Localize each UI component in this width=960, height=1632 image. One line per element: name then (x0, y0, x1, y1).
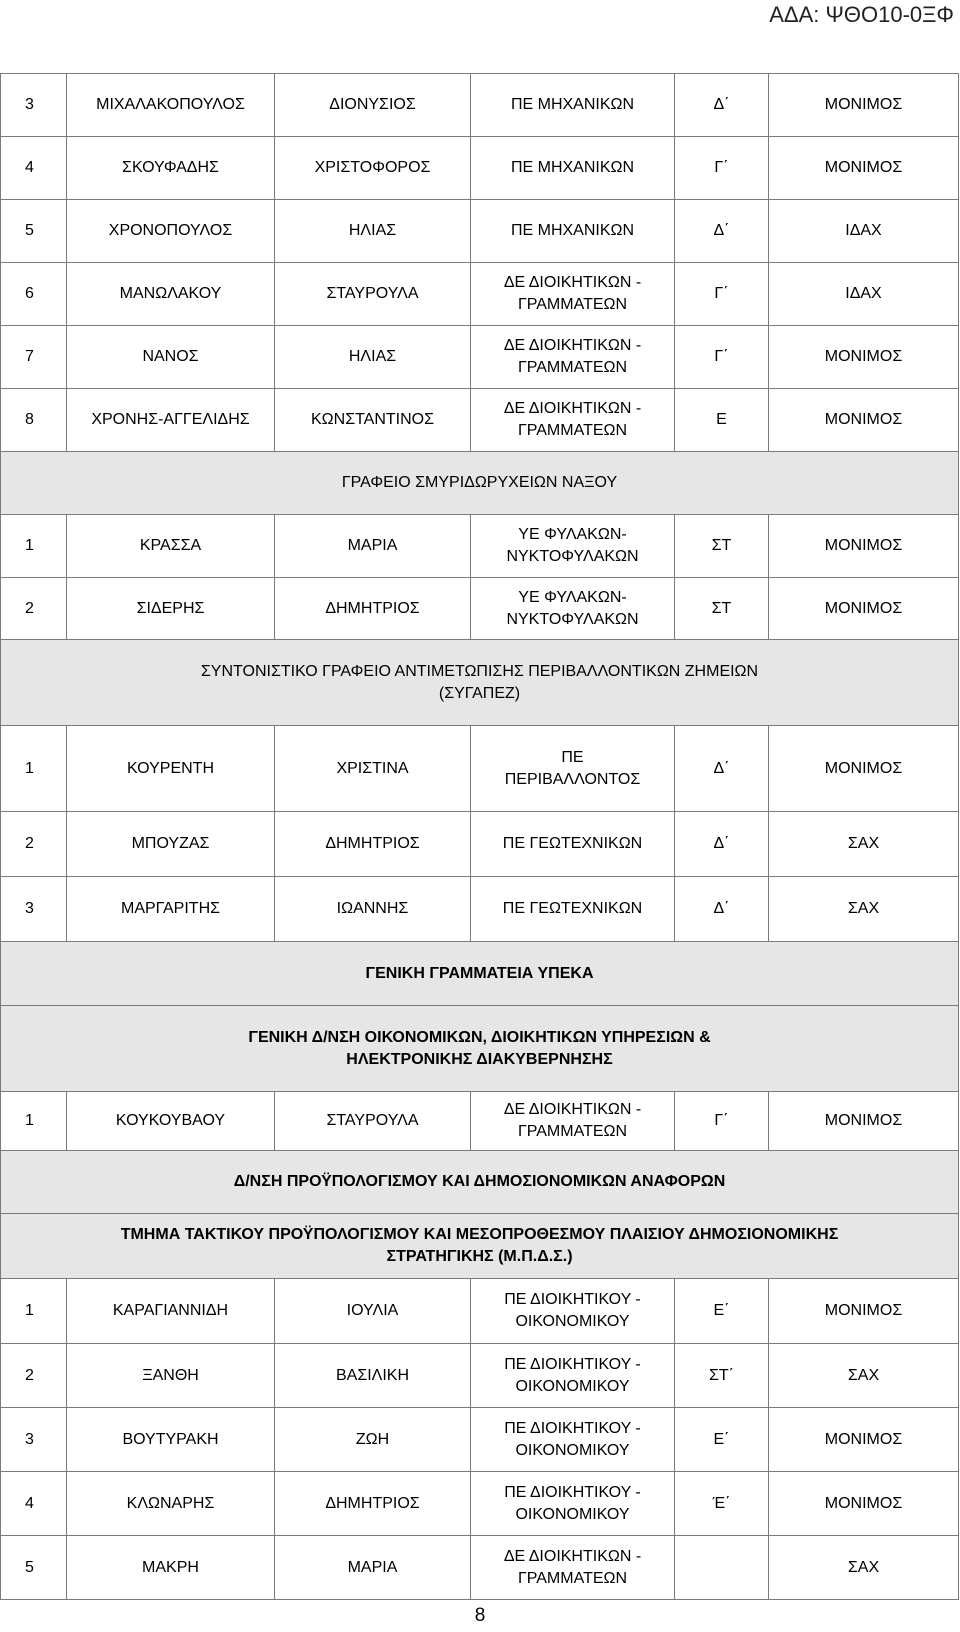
name-cell: ΖΩΗ (275, 1408, 471, 1472)
section-heading-budget-directorate: Δ/ΝΣΗ ΠΡΟΫΠΟΛΟΓΙΣΜΟΥ ΚΑΙ ΔΗΜΟΣΙΟΝΟΜΙΚΩΝ ΑΝΑΦΟΡΩΝ (1, 1151, 959, 1214)
status-cell: ΜΟΝΙΜΟΣ (769, 1279, 959, 1344)
specialty-line-2: ΓΡΑΜΜΑΤΕΩΝ (517, 1569, 628, 1587)
section-heading-sygapez (1, 640, 959, 726)
specialty-line-2: ΓΡΑΜΜΑΤΕΩΝ (517, 422, 628, 439)
row-number: 3 (1, 74, 67, 137)
row-number: 3 (1, 877, 67, 942)
name-cell: ΙΟΥΛΙΑ (275, 1279, 471, 1344)
specialty-line-2: ΓΡΑΜΜΑΤΕΩΝ (517, 1123, 628, 1140)
grade-cell: Δ΄ (675, 200, 769, 263)
row-number: 4 (1, 137, 67, 200)
surname-cell: ΜΙΧΑΛΑΚΟΠΟΥΛΟΣ (67, 74, 275, 137)
specialty-cell: ΠΕ ΜΗΧΑΝΙΚΩΝ (471, 137, 675, 200)
specialty-cell (471, 1472, 675, 1536)
specialty-line-1: ΥΕ ΦΥΛΑΚΩΝ- (518, 588, 627, 606)
table-row (1, 1472, 959, 1536)
specialty-line-1: ΠΕ (561, 748, 584, 766)
specialty-cell: ΠΕ ΜΗΧΑΝΙΚΩΝ (471, 200, 675, 263)
status-cell: ΜΟΝΙΜΟΣ (769, 74, 959, 137)
specialty-cell (471, 726, 675, 812)
surname-cell: ΚΡΑΣΣΑ (67, 515, 275, 578)
table-row (1, 1279, 959, 1344)
row-number: 1 (1, 1279, 67, 1344)
table-row (1, 726, 959, 812)
specialty-line-1: ΠΕ ΔΙΟΙΚΗΤΙΚΟΥ - (504, 1291, 641, 1308)
surname-cell: ΚΟΥΡΕΝΤΗ (67, 726, 275, 812)
status-cell: ΜΟΝΙΜΟΣ (769, 578, 959, 640)
section-row (1, 452, 959, 515)
name-cell: ΔΙΟΝΥΣΙΟΣ (275, 74, 471, 137)
name-cell: ΗΛΙΑΣ (275, 326, 471, 389)
specialty-cell (471, 326, 675, 389)
table-row (1, 137, 959, 200)
status-cell: ΜΟΝΙΜΟΣ (769, 137, 959, 200)
table-row (1, 263, 959, 326)
table-row (1, 515, 959, 578)
grade-cell: Δ΄ (675, 877, 769, 942)
specialty-line-1: ΔΕ ΔΙΟΙΚΗΤΙΚΩΝ - (503, 400, 642, 417)
status-cell: ΣΑΧ (769, 1344, 959, 1408)
status-cell: ΣΑΧ (769, 1536, 959, 1600)
status-cell: ΜΟΝΙΜΟΣ (769, 1092, 959, 1151)
section-row (1, 1214, 959, 1279)
page-number: 8 (474, 1605, 486, 1626)
specialty-line-1: ΠΕ ΔΙΟΙΚΗΤΙΚΟΥ - (504, 1355, 641, 1373)
row-number: 1 (1, 515, 67, 578)
status-cell: ΜΟΝΙΜΟΣ (769, 515, 959, 578)
section-line-1: ΤΜΗΜΑ ΤΑΚΤΙΚΟΥ ΠΡΟΫΠΟΛΟΓΙΣΜΟΥ ΚΑΙ ΜΕΣΟΠΡΟΘΕΣΜΟΥ ΠΛΑΙΣΙΟΥ ΔΗΜΟΣΙΟΝΟΜΙΚΗΣ (120, 1226, 839, 1243)
name-cell: ΔΗΜΗΤΡΙΟΣ (275, 578, 471, 640)
surname-cell: ΚΑΡΑΓΙΑΝΝΙΔΗ (67, 1279, 275, 1344)
grade-cell: Γ΄ (675, 137, 769, 200)
specialty-cell (471, 263, 675, 326)
grade-cell: Δ΄ (675, 726, 769, 812)
surname-cell: ΧΡΟΝΗΣ-ΑΓΓΕΛΙΔΗΣ (67, 389, 275, 452)
row-number: 2 (1, 812, 67, 877)
surname-cell: ΚΛΩΝΑΡΗΣ (67, 1472, 275, 1536)
specialty-cell: ΠΕ ΜΗΧΑΝΙΚΩΝ (471, 74, 675, 137)
table-row (1, 1536, 959, 1600)
specialty-line-2: ΠΕΡΙΒΑΛΛΟΝΤΟΣ (504, 770, 641, 788)
section-line-1: ΣΥΝΤΟΝΙΣΤΙΚΟ ΓΡΑΦΕΙΟ ΑΝΤΙΜΕΤΩΠΙΣΗΣ ΠΕΡΙΒΑΛΛΟΝΤΙΚΩΝ ΖΗΜΕΙΩΝ (200, 662, 759, 680)
section-row (1, 1151, 959, 1214)
grade-cell: Δ΄ (675, 74, 769, 137)
specialty-cell (471, 1536, 675, 1600)
name-cell: ΜΑΡΙΑ (275, 1536, 471, 1600)
surname-cell: ΞΑΝΘΗ (67, 1344, 275, 1408)
name-cell: ΒΑΣΙΛΙΚΗ (275, 1344, 471, 1408)
section-row (1, 942, 959, 1006)
table-row (1, 200, 959, 263)
specialty-line-1: ΔΕ ΔΙΟΙΚΗΤΙΚΩΝ - (503, 337, 642, 354)
name-cell: ΔΗΜΗΤΡΙΟΣ (275, 1472, 471, 1536)
name-cell: ΗΛΙΑΣ (275, 200, 471, 263)
row-number: 3 (1, 1408, 67, 1472)
row-number: 1 (1, 1092, 67, 1151)
specialty-line-1: ΠΕ ΔΙΟΙΚΗΤΙΚΟΥ - (504, 1419, 641, 1437)
status-cell: ΣΑΧ (769, 877, 959, 942)
status-cell: ΜΟΝΙΜΟΣ (769, 389, 959, 452)
specialty-line-2: ΟΙΚΟΝΟΜΙΚΟΥ (515, 1505, 630, 1523)
row-number: 5 (1, 200, 67, 263)
specialty-cell (471, 1092, 675, 1151)
name-cell: ΣΤΑΥΡΟΥΛΑ (275, 263, 471, 326)
row-number: 8 (1, 389, 67, 452)
specialty-line-1: ΔΕ ΔΙΟΙΚΗΤΙΚΩΝ - (503, 274, 642, 291)
row-number: 2 (1, 1344, 67, 1408)
name-cell: ΣΤΑΥΡΟΥΛΑ (275, 1092, 471, 1151)
specialty-line-1: ΥΕ ΦΥΛΑΚΩΝ- (518, 526, 627, 543)
row-number: 2 (1, 578, 67, 640)
grade-cell: Ε΄ (675, 1408, 769, 1472)
table-row (1, 578, 959, 640)
section-row (1, 640, 959, 726)
grade-cell: Γ΄ (675, 263, 769, 326)
grade-cell: Έ΄ (675, 1472, 769, 1536)
table-row (1, 812, 959, 877)
ada-code: ΑΔΑ: ΨΘΟ10-0ΞΦ (769, 2, 954, 27)
section-heading-budget-department (1, 1214, 959, 1279)
surname-cell: ΜΑΚΡΗ (67, 1536, 275, 1600)
table-row (1, 326, 959, 389)
status-cell: ΜΟΝΙΜΟΣ (769, 326, 959, 389)
section-heading-general-secretariat: ΓΕΝΙΚΗ ΓΡΑΜΜΑΤΕΙΑ ΥΠΕΚΑ (1, 942, 959, 1006)
specialty-line-2: ΝΥΚΤΟΦΥΛΑΚΩΝ (506, 610, 639, 628)
grade-cell: Δ΄ (675, 812, 769, 877)
surname-cell: ΣΚΟΥΦΑΔΗΣ (67, 137, 275, 200)
specialty-cell: ΠΕ ΓΕΩΤΕΧΝΙΚΩΝ (471, 812, 675, 877)
section-line-2: (ΣΥΓΑΠΕΖ) (438, 684, 521, 702)
table-row (1, 1092, 959, 1151)
grade-cell: ΣΤ (675, 515, 769, 578)
status-cell: ΙΔΑΧ (769, 200, 959, 263)
surname-cell: ΜΠΟΥΖΑΣ (67, 812, 275, 877)
specialty-cell (471, 515, 675, 578)
specialty-line-1: ΔΕ ΔΙΟΙΚΗΤΙΚΩΝ - (503, 1101, 642, 1118)
grade-cell: ΣΤ΄ (675, 1344, 769, 1408)
section-line-2: ΗΛΕΚΤΡΟΝΙΚΗΣ ΔΙΑΚΥΒΕΡΝΗΣΗΣ (346, 1050, 613, 1068)
grade-cell: Γ΄ (675, 1092, 769, 1151)
section-line-1: ΓΕΝΙΚΗ Δ/ΝΣΗ ΟΙΚΟΝΟΜΙΚΩΝ, ΔΙΟΙΚΗΤΙΚΩΝ ΥΠΗΡΕΣΙΩΝ & (248, 1028, 711, 1046)
status-cell: ΜΟΝΙΜΟΣ (769, 1408, 959, 1472)
name-cell: ΚΩΝΣΤΑΝΤΙΝΟΣ (275, 389, 471, 452)
surname-cell: ΒΟΥΤΥΡΑΚΗ (67, 1408, 275, 1472)
surname-cell: ΚΟΥΚΟΥΒΑΟΥ (67, 1092, 275, 1151)
grade-cell: Ε (675, 389, 769, 452)
surname-cell: ΣΙΔΕΡΗΣ (67, 578, 275, 640)
row-number: 7 (1, 326, 67, 389)
specialty-line-1: ΔΕ ΔΙΟΙΚΗΤΙΚΩΝ - (503, 1547, 642, 1565)
row-number: 1 (1, 726, 67, 812)
grade-cell: Ε΄ (675, 1279, 769, 1344)
status-cell: ΜΟΝΙΜΟΣ (769, 726, 959, 812)
section-heading-general-directorate (1, 1006, 959, 1092)
grade-cell (675, 1536, 769, 1600)
status-cell: ΜΟΝΙΜΟΣ (769, 1472, 959, 1536)
specialty-line-2: ΓΡΑΜΜΑΤΕΩΝ (517, 359, 628, 376)
specialty-cell: ΠΕ ΓΕΩΤΕΧΝΙΚΩΝ (471, 877, 675, 942)
table-row (1, 1344, 959, 1408)
name-cell: ΧΡΙΣΤΙΝΑ (275, 726, 471, 812)
surname-cell: ΜΑΡΓΑΡΙΤΗΣ (67, 877, 275, 942)
table-row (1, 389, 959, 452)
specialty-cell (471, 578, 675, 640)
table-row (1, 1408, 959, 1472)
name-cell: ΜΑΡΙΑ (275, 515, 471, 578)
staff-table (0, 73, 959, 1600)
specialty-cell (471, 1344, 675, 1408)
surname-cell: ΧΡΟΝΟΠΟΥΛΟΣ (67, 200, 275, 263)
specialty-cell (471, 1279, 675, 1344)
name-cell: ΙΩΑΝΝΗΣ (275, 877, 471, 942)
name-cell: ΔΗΜΗΤΡΙΟΣ (275, 812, 471, 877)
specialty-cell (471, 389, 675, 452)
status-cell: ΣΑΧ (769, 812, 959, 877)
surname-cell: ΜΑΝΩΛΑΚΟΥ (67, 263, 275, 326)
section-heading-naxos: ΓΡΑΦΕΙΟ ΣΜΥΡΙΔΩΡΥΧΕΙΩΝ ΝΑΞΟΥ (1, 452, 959, 515)
specialty-cell (471, 1408, 675, 1472)
table-row (1, 877, 959, 942)
specialty-line-2: ΓΡΑΜΜΑΤΕΩΝ (517, 296, 628, 313)
grade-cell: ΣΤ (675, 578, 769, 640)
section-line-2: ΣΤΡΑΤΗΓΙΚΗΣ (Μ.Π.Δ.Σ.) (386, 1248, 573, 1265)
surname-cell: ΝΑΝΟΣ (67, 326, 275, 389)
section-row (1, 1006, 959, 1092)
specialty-line-2: ΟΙΚΟΝΟΜΙΚΟΥ (515, 1377, 630, 1395)
specialty-line-2: ΝΥΚΤΟΦΥΛΑΚΩΝ (506, 548, 639, 565)
row-number: 5 (1, 1536, 67, 1600)
status-cell: ΙΔΑΧ (769, 263, 959, 326)
row-number: 4 (1, 1472, 67, 1536)
name-cell: ΧΡΙΣΤΟΦΟΡΟΣ (275, 137, 471, 200)
table-row (1, 74, 959, 137)
specialty-line-2: ΟΙΚΟΝΟΜΙΚΟΥ (515, 1441, 630, 1459)
row-number: 6 (1, 263, 67, 326)
grade-cell: Γ΄ (675, 326, 769, 389)
specialty-line-2: ΟΙΚΟΝΟΜΙΚΟΥ (515, 1313, 630, 1330)
specialty-line-1: ΠΕ ΔΙΟΙΚΗΤΙΚΟΥ - (504, 1483, 641, 1501)
